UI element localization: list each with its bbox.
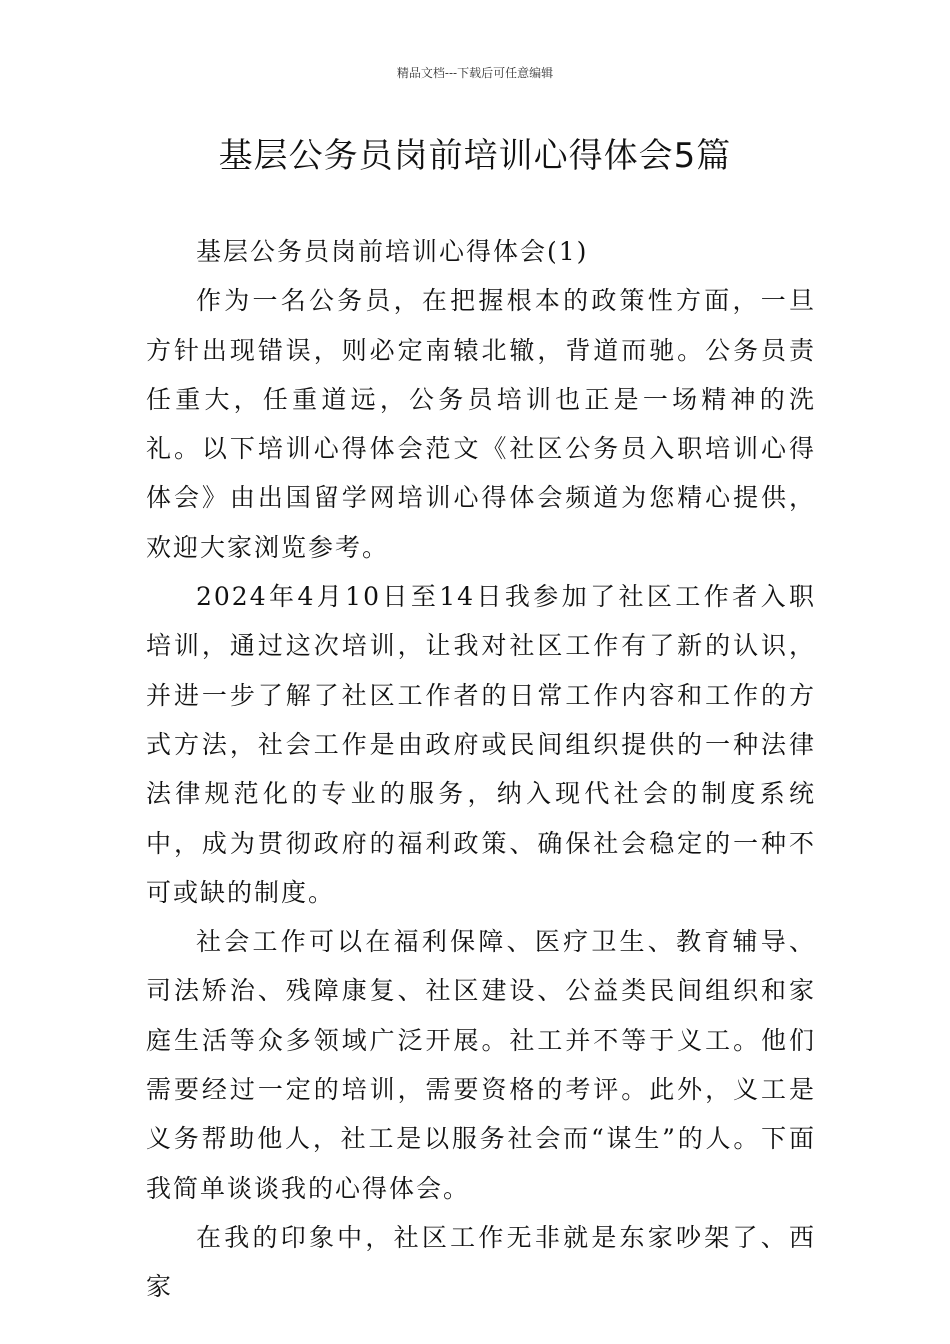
paragraph: 2024年4月10日至14日我参加了社区工作者入职培训，通过这次培训，让我对社区工作有了新的认识，并进一步了解了社区工作者的日常工作内容和工作的方式方法，社会工作是由政府或民间组织提供的一种法律法律规范化的专业的服务，纳入现代社会的制度系统中，成为贯彻政府的福利政策、确保社会稳定的一种不可或缺的制度。 xyxy=(146,582,816,907)
section-subtitle: 基层公务员岗前培训心得体会(1) xyxy=(196,237,589,266)
document-title: 基层公务员岗前培训心得体会5篇 xyxy=(218,136,732,176)
paragraph: 在我的印象中，社区工作无非就是东家吵架了、西家 xyxy=(146,1222,816,1302)
paragraph: 社会工作可以在福利保障、医疗卫生、教育辅导、司法矫治、残障康复、社区建设、公益类民间组织和家庭生活等众多领域广泛开展。社工并不等于义工。他们需要经过一定的培训，需要资格的考评。此外，义工是义务帮助他人，社工是以服务社会而“谋生”的人。下面我简单谈谈我的心得体会。 xyxy=(146,927,816,1203)
document-body xyxy=(146,227,816,1312)
paragraph: 作为一名公务员，在把握根本的政策性方面，一旦方针出现错误，则必定南辕北辙，背道而驰。公务员责任重大，任重道远，公务员培训也正是一场精神的洗礼。以下培训心得体会范文《社区公务员入职培训心得体会》由出国留学网培训心得体会频道为您精心提供，欢迎大家浏览参考。 xyxy=(146,286,816,562)
header-note: 精品文档---下载后可任意编辑 xyxy=(396,66,554,80)
